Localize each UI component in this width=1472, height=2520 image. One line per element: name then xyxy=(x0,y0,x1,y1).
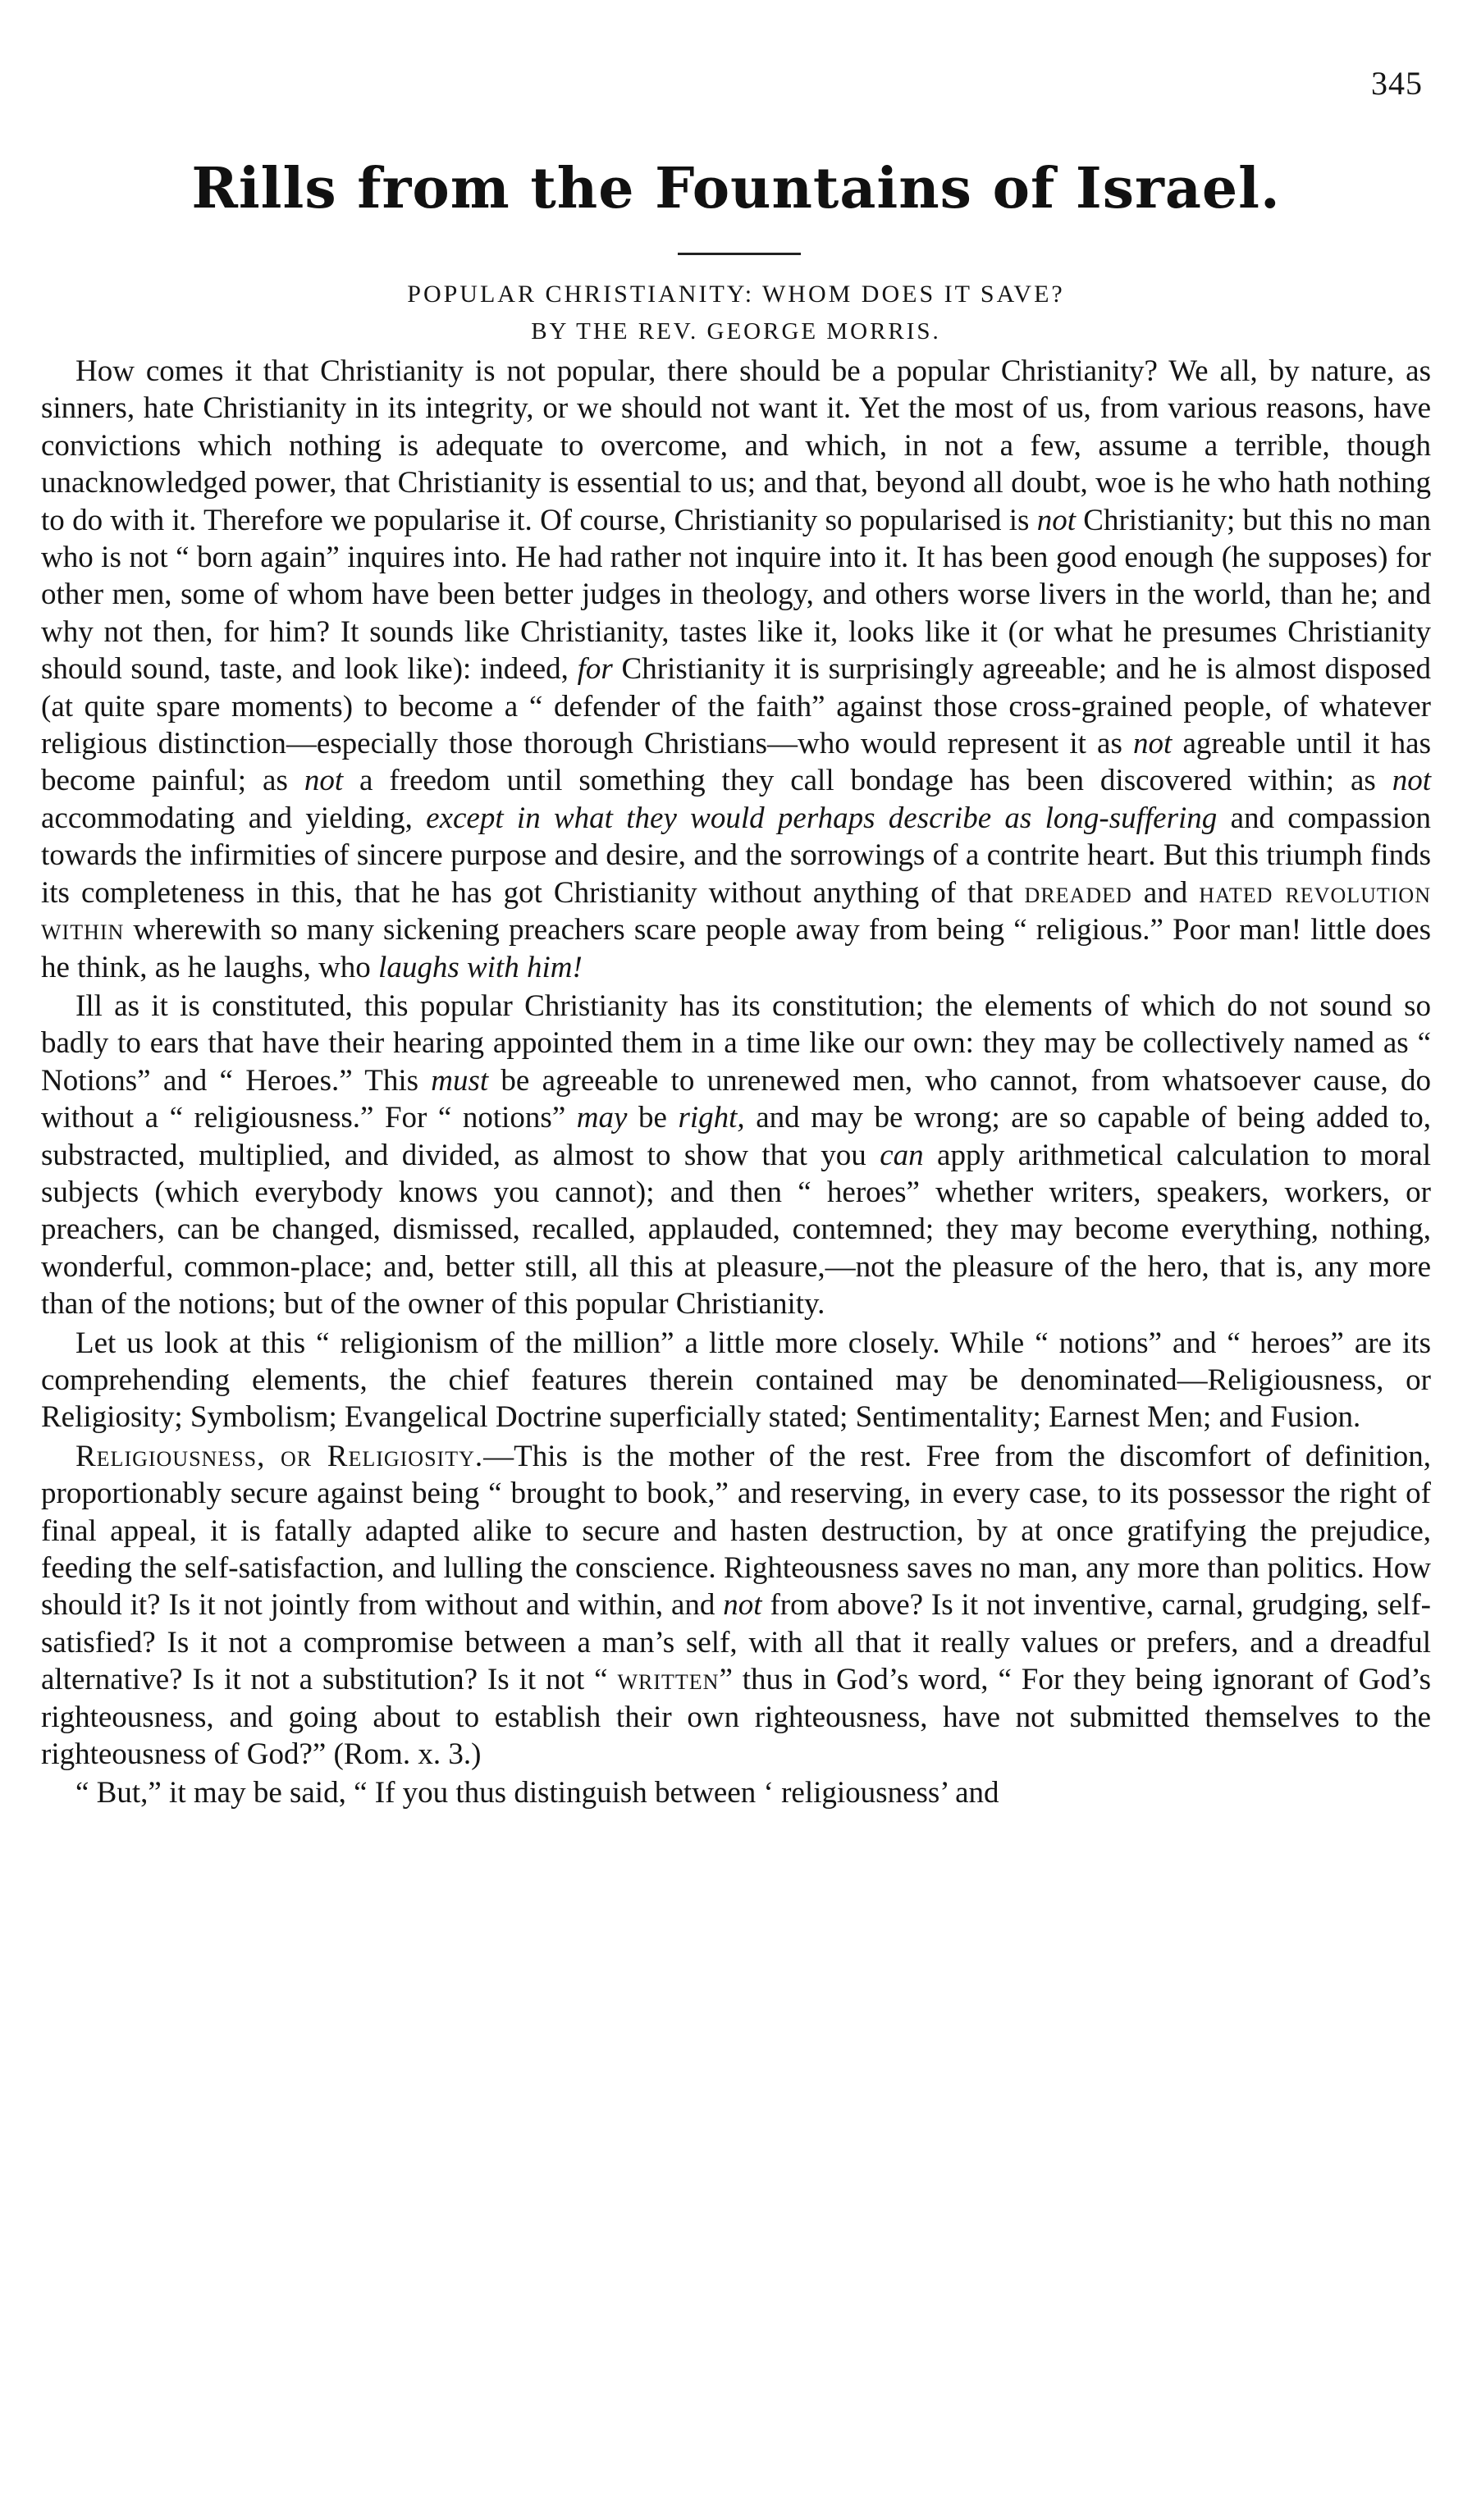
title-divider xyxy=(678,253,801,255)
text-run: ” thus in God’s word, “ For they being ignorant of God’s righteousness, and going about to establish their own righteousness, have not submitted themselves to the righteousness of God?” (Rom. x. 3.) xyxy=(41,1663,1431,1772)
text-run: —This is the mother of the rest. Free from the discomfort of definition, proportionably secure against being “ brought to book,” and reserving, in every case, to its possessor the right of final appeal, it is fatally adapted alike to secure and hasten destruction, by at once gratifying the prejudice, feeding the self-satisfaction, and lulling the conscience. Righteousness saves no man, any more than politics. How should it? Is it not jointly from without and within, and xyxy=(41,1439,1431,1623)
text-run: Christianity; but this no man who is not “ born again” inquires into. He had rather not inquire into it. It has been good enough (he supposes) for other men, some of whom have been better judges in theology, and others worse livers in the world, than he; and why not then, for him? It sounds like Christianity, tastes like it, looks like it (or what he presumes Christianity should sound, taste, and look like): indeed, xyxy=(41,503,1431,687)
paragraph xyxy=(41,1774,1431,1811)
chapter-title: Rills from the Fountains of Israel. xyxy=(191,156,1281,221)
text-run: be agreeable to unrenewed men, who cannot, from whatsoever cause, do without a “ religiousness.” For “ notions” xyxy=(41,1063,1431,1135)
italic-text: may xyxy=(576,1101,628,1135)
text-run: accommodating and yielding, xyxy=(41,801,427,835)
text-run: a freedom until something they call bondage has been discovered within; as xyxy=(343,764,1392,798)
text-run: and xyxy=(1131,875,1200,910)
text-run: Let us look at this “ religionism of the million” a little more closely. While “ notions” and “ heroes” are its comprehending elements, the chief features therein contained may be denominated—Religiousness, or Religiosity; Symbolism; Evangelical Doctrine superficially stated; Sentimentality; Earnest Men; and Fusion. xyxy=(41,1326,1431,1435)
italic-text: not xyxy=(1392,764,1431,798)
text-run: be xyxy=(627,1101,679,1135)
italic-text: not xyxy=(723,1588,762,1623)
paragraph xyxy=(41,353,1431,986)
article-body xyxy=(41,353,1431,1812)
article-byline: BY THE REV. GEORGE MORRIS. xyxy=(531,318,941,345)
italic-text: laughs with him! xyxy=(378,950,583,984)
text-run: Ill as it is constituted, this popular Christianity has its constitution; the elements of which do not sound so badly to ears that have their hearing appointed them in a time like our own: they may be collectively named as “ Notions” and “ Heroes.” This xyxy=(41,988,1431,1098)
text-run: and may be wrong; are so capable of being added to, substracted, multiplied, and divided, as almost to show that you xyxy=(41,1101,1431,1172)
small-caps-text: dreaded xyxy=(1024,875,1132,910)
article-subtitle: POPULAR CHRISTIANITY: WHOM DOES IT SAVE? xyxy=(407,281,1065,308)
page-number: 345 xyxy=(1371,65,1423,102)
italic-text: for xyxy=(577,652,613,687)
text-run: agreable until it has become painful; as xyxy=(41,727,1431,798)
text-run: apply arithmetical calculation to moral subjects (which everybody knows you cannot); and then “ heroes” whether writers, speakers, workers, or preachers, can be changed, dismissed, recalled, applauded, contemned; they may become everything, nothing, wonderful, common-place; and, better still, all this at pleasure,—not the pleasure of the hero, that is, any more than of the notions; but of the owner of this popular Christianity. xyxy=(41,1138,1431,1322)
italic-text: right, xyxy=(678,1101,745,1135)
small-caps-text: Religiousness, or Religiosity. xyxy=(75,1439,484,1473)
italic-text: not xyxy=(1036,503,1076,537)
italic-text: not xyxy=(304,764,344,798)
text-run: and compassion towards the infirmities of sincere purpose and desire, and the sorrowings of a contrite heart. But this triumph finds its completeness in this, that he has got Christianity without anything of that xyxy=(41,801,1432,910)
paragraph xyxy=(41,1438,1431,1774)
text-run: from above? Is it not inventive, carnal, grudging, self-satisfied? Is it not a compromise between a man’s self, with all that it really values or prefers, and a dreadful alternative? Is it not a substitution? Is it not “ xyxy=(41,1588,1431,1697)
italic-text: not xyxy=(1133,727,1173,761)
text-run: wherewith so many sickening preachers scare people away from being “ religious.” Poor man! little does he think, as he laughs, who xyxy=(41,913,1431,984)
italic-text: must xyxy=(431,1063,489,1098)
paragraph xyxy=(41,1325,1431,1436)
paragraph xyxy=(41,988,1431,1323)
small-caps-text: hated revolution within xyxy=(41,875,1431,947)
italic-text: except in what they would perhaps describe as long-suffering xyxy=(426,801,1218,835)
italic-text: can xyxy=(880,1138,924,1172)
text-run: “ But,” it may be said, “ If you thus distinguish between ‘ religiousness’ and xyxy=(75,1776,999,1810)
text-run: How comes it that Christianity is not popular, there should be a popular Christianity? We all, by nature, as sinners, hate Christianity in its integrity, or we should not want it. Yet the most of us, from various reasons, have convictions which nothing is adequate to overcome, and which, in not a few, assume a terrible, though unacknowledged power, that Christianity is essential to us; and that, beyond all doubt, woe is he who hath nothing to do with it. Therefore we popularise it. Of course, Christianity so popularised is xyxy=(41,354,1431,537)
text-run: Christianity it is surprisingly agreeable; and he is almost disposed (at quite spare moments) to become a “ defender of the faith” against those cross-grained people, of whatever religious distinction—especially those thorough Christians—who would represent it as xyxy=(41,652,1431,761)
small-caps-text: written xyxy=(617,1663,720,1697)
